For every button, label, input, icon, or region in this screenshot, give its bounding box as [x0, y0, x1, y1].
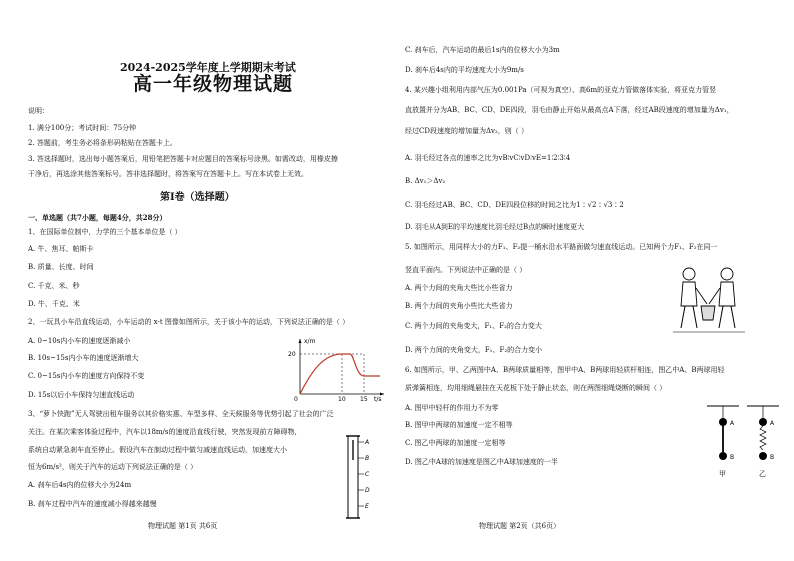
- x-axis-arrow: [299, 339, 302, 343]
- caption-jia: 甲: [719, 470, 726, 478]
- question-line: 4. 某兴趣小组利用内部气压为0.001Pa（可视为真空）、高6m的亚克力管做落体实验，将亚克力管竖: [405, 86, 717, 94]
- option-a: A. 两个力间的夹角大些比小些省力: [405, 284, 513, 292]
- option-d: D. 羽毛从A到E的平均速度比羽毛经过B点的瞬时速度更大: [405, 223, 585, 231]
- child-body-icon: [719, 282, 735, 306]
- curve: [300, 354, 380, 394]
- option-d: D. 刹车后4s内的平均速度大小为9m/s: [405, 66, 524, 74]
- question-line: 系统自动紧急刹车直至停止。假设汽车在制动过程中做匀减速直线运动，加速度大小: [28, 446, 287, 454]
- child-leg-icon: [731, 306, 735, 328]
- option-b: B. Δv₁＞Δv₂: [405, 177, 446, 185]
- section-divider: 第Ⅰ卷（选择题）: [160, 192, 235, 203]
- x-tick-label: 10: [338, 396, 346, 402]
- ball-label: A: [730, 420, 735, 427]
- option-b: B. 刹车过程中汽车的速度减小得越来越慢: [28, 500, 157, 508]
- option-c: C. 图乙中两球的加速度一定相等: [405, 439, 506, 447]
- point-label: D: [365, 487, 370, 494]
- y-tick-label: 20: [288, 351, 296, 358]
- ball-b-left: [719, 452, 727, 460]
- question-line: 5. 如图所示，用同样大小的力F₁、F₂提一桶水沿水平路面做匀速直线运动。已知两个力F₁、F₂在同一: [405, 243, 718, 251]
- xt-graph: [288, 336, 388, 402]
- arm-force-f1: [696, 288, 707, 304]
- child-body-icon: [681, 282, 697, 306]
- option-a: A. 牛、焦耳、帕斯卡: [28, 245, 94, 253]
- option-b: B. 图甲中两球的加速度一定不相等: [405, 421, 513, 429]
- option-b: B. 10s~15s内小车的速度逐渐增大: [28, 354, 139, 362]
- point-label: C: [365, 471, 370, 478]
- child-head-icon: [721, 268, 733, 280]
- instruction-line: 干净后，再选涂其他答案标号。答非选择题时，将答案写在答题卡上。写在本试卷上无效。: [28, 170, 308, 178]
- question-line: 直放置并分为AB、BC、CD、DE四段，羽毛由静止开始从最高点A下落，经过AB段速度的增加量为Δv₁，: [405, 106, 734, 114]
- x-tick-label: 0: [294, 396, 298, 402]
- instruction-line: 2. 答题前，考生务必将条形码粘贴在答题卡上。: [28, 139, 177, 147]
- ball-label: B: [730, 454, 735, 461]
- page-footer: 物理试题 第1页 共6页: [148, 522, 218, 530]
- y-axis-label: x/m: [304, 338, 316, 345]
- ball-b-right: [759, 452, 767, 460]
- caption-yi: 乙: [759, 470, 766, 478]
- option-a: A. 羽毛经过各点的速率之比为vB∶vC∶vD∶vE=1∶2∶3∶4: [405, 154, 571, 162]
- question-line: 关注。在某次乘客体验过程中，汽车以18m/s的速度沿直线行驶，突然发现前方障碍物，: [28, 428, 302, 436]
- arm-force-f2: [709, 288, 720, 304]
- option-c: C. 羽毛经过AB、BC、CD、DE四段位移的时间之比为1∶√2∶√3∶2: [405, 201, 624, 209]
- instructions-label: 说明：: [28, 107, 49, 115]
- right-page: [397, 0, 794, 561]
- point-label: E: [365, 503, 369, 510]
- section-heading: 一、单选题（共7小题，每题4分，共28分）: [28, 213, 167, 222]
- ball-a-left: [719, 418, 727, 426]
- option-a: A. 刹车后4s内的位移大小为24m: [28, 481, 132, 489]
- child-head-icon: [683, 268, 695, 280]
- option-c: C. 刹车后，汽车运动的最后1s内的位移大小为3m: [405, 46, 560, 54]
- option-d: D. 15s以后小车保持匀速直线运动: [28, 391, 135, 399]
- exam-title: 2024-2025学年度上学期期末考试: [120, 61, 296, 74]
- option-c: C. 0~15s内小车的速度方向保持不变: [28, 372, 145, 380]
- tube-figure: [340, 432, 372, 522]
- point-label: B: [365, 455, 370, 462]
- ball-a-right: [759, 418, 767, 426]
- option-d: D. 牛、千克、米: [28, 300, 80, 308]
- question-stem: 2、一玩具小车沿直线运动，小车运动的 x-t 图像如图所示，关于该小车的运动，下列说法正确的是（ ）: [28, 318, 350, 326]
- question-line: 质弹簧相连，均用细绳悬挂在天花板下处于静止状态，则在两图细绳烧断的瞬间（ ）: [405, 384, 667, 392]
- hanging-balls-figure: [703, 400, 783, 482]
- option-d: D. 两个力间的夹角变大，F₁、F₂的合力变小: [405, 346, 543, 354]
- subject-title: 高一年级物理试题: [133, 73, 294, 95]
- x-tick-label: 15: [360, 396, 368, 402]
- question-line: 经过CD段速度的增加量为Δv₂，则（ ）: [405, 127, 529, 135]
- option-b: B. 质量、长度、时间: [28, 263, 94, 271]
- option-c: C. 两个力间的夹角变大，F₁、F₂的合力变大: [405, 322, 542, 330]
- instruction-line: 1. 满分100分；考试时间：75分钟: [28, 124, 137, 132]
- x-axis-label: t/s: [374, 396, 382, 402]
- question-stem: 1、在国际单位制中，力学的三个基本单位是（ ）: [28, 228, 182, 236]
- ball-label: A: [770, 420, 775, 427]
- kids-bucket-figure: [669, 262, 749, 338]
- option-c: C. 千克、米、秒: [28, 282, 80, 290]
- question-line: 6. 如图所示，甲、乙两图中A、B两球质量相等，图甲中A、B两球用轻质杆相连，图乙中A、B两球用轻: [405, 366, 725, 374]
- child-leg-icon: [681, 306, 685, 328]
- option-a: A. 0~10s内小车的速度逐渐减小: [28, 337, 131, 345]
- point-label: A: [365, 439, 370, 446]
- page-footer: 物理试题 第2页（共6页）: [479, 522, 561, 530]
- option-a: A. 图甲中轻杆的作用力不为零: [405, 404, 499, 412]
- spring-icon: [760, 426, 766, 450]
- question-line: 3、“萝卜快跑”无人驾驶出租车服务以其价格实惠、车型多样、全天候服务等优势引起了社会的广泛: [28, 410, 334, 418]
- option-b: B. 两个力间的夹角小些比大些省力: [405, 302, 513, 310]
- question-line: 恒为6m/s²，则关于汽车的运动下列说法正确的是（ ）: [28, 463, 198, 471]
- child-leg-icon: [719, 306, 723, 328]
- option-d: D. 图乙中A球的加速度是图乙中A球加速度的一半: [405, 458, 558, 466]
- child-leg-icon: [693, 306, 697, 328]
- instruction-line: 3. 答选择题时，选出每小题答案后，用铅笔把答题卡对应题目的答案标号涂黑。如需改动，用橡皮擦: [28, 155, 338, 163]
- question-line: 竖直平面内。下列说法中正确的是（ ）: [405, 266, 527, 274]
- bucket-icon: [701, 306, 715, 320]
- ball-label: B: [770, 454, 775, 461]
